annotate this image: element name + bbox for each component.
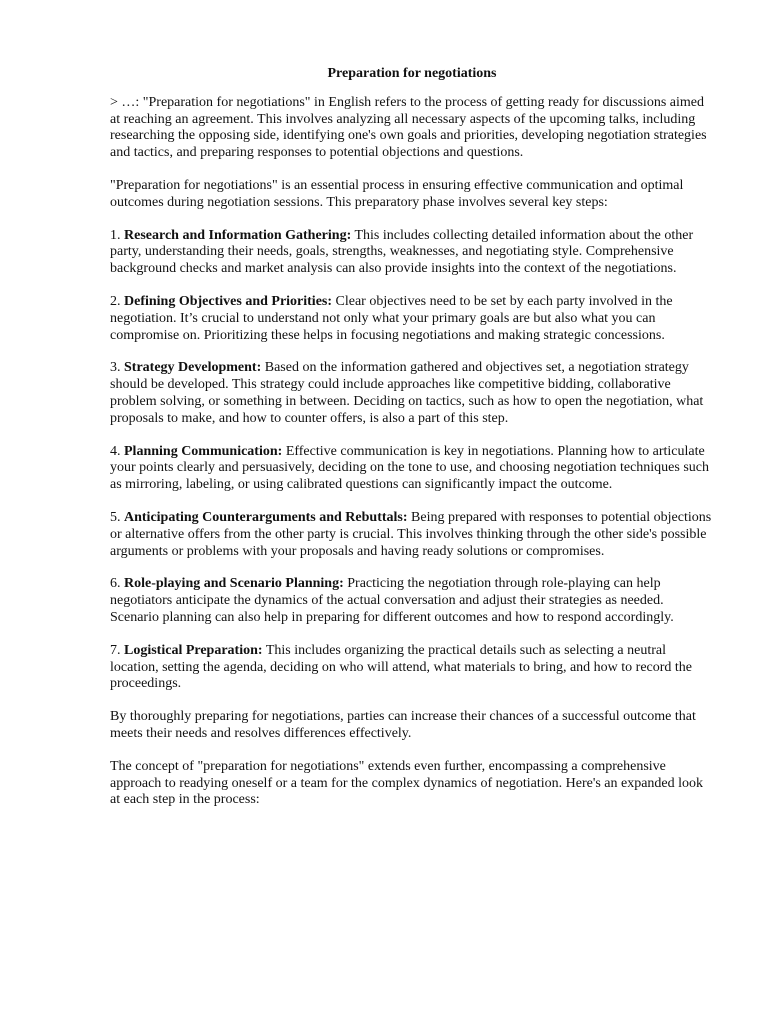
step-heading: Strategy Development:: [124, 360, 262, 376]
step-number: 5.: [110, 509, 121, 525]
step-text: Clear objectives need to be set by each party involved in the negotiation. It’s crucial to understand not only what your primary goals are but also what you can compromise on. Prioritizing these helps in focusing negotiations and making strategic concessions.: [110, 293, 673, 343]
step-number: 1.: [110, 227, 121, 243]
step-heading: Anticipating Counterarguments and Rebuttals:: [124, 509, 408, 525]
extended-paragraph: The concept of "preparation for negotiations" extends even further, encompassing a comprehensive approach to readying oneself or a team for the complex dynamics of negotiation. Here's an expanded look at each step in the process:: [110, 758, 704, 808]
step-number: 6.: [110, 576, 121, 592]
step-text: Effective communication is key in negotiations. Planning how to articulate your points clearly and persuasively, deciding on the tone to use, and choosing negotiation techniques such as mirroring, labeling, or using calibrated questions can significantly impact the outcome.: [110, 443, 710, 493]
step-number: 7.: [110, 642, 121, 658]
step-number: 2.: [110, 293, 121, 309]
step-paragraph-2: [110, 294, 714, 344]
step-heading: Logistical Preparation:: [124, 642, 263, 658]
step-paragraph-7: [110, 643, 714, 693]
step-paragraph-1: [110, 228, 714, 278]
step-text: This includes collecting detailed information about the other party, understanding their needs, goals, strengths, weaknesses, and negotiating style. Comprehensive background checks and market analysis can also provide insights into the context of the negotiations.: [110, 227, 694, 277]
step-paragraph-6: [110, 576, 714, 626]
overview-paragraph: "Preparation for negotiations" is an essential process in ensuring effective communication and optimal outcomes during negotiation sessions. This preparatory phase involves several key steps:: [110, 177, 684, 210]
conclusion-paragraph: By thoroughly preparing for negotiations, parties can increase their chances of a successful outcome that meets their needs and resolves differences effectively.: [110, 709, 696, 741]
step-text: Being prepared with responses to potential objections or alternative offers from the other party is crucial. This involves thinking through the other side's possible arguments or problems with your proposals and having ready solutions or compromises.: [110, 509, 712, 559]
step-text: This includes organizing the practical details such as selecting a neutral location, setting the agenda, deciding on who will attend, what materials to bring, and how to record the proceedings.: [110, 642, 693, 692]
step-number: 4.: [110, 443, 121, 459]
intro-paragraph: > …: "Preparation for negotiations" in English refers to the process of getting ready for discussions aimed at reaching an agreement. This involves analyzing all necessary aspects of the upcoming talks, including researching the opposing side, identifying one's own goals and priorities, developing negotiation strategies and tactics, and preparing responses to potential objections and questions.: [110, 94, 707, 161]
step-heading: Research and Information Gathering:: [124, 227, 352, 243]
step-heading: Planning Communication:: [124, 443, 283, 459]
step-paragraph-3: [110, 360, 714, 427]
step-paragraph-4: [110, 444, 714, 494]
document-page: [110, 66, 714, 825]
document-title: Preparation for negotiations: [327, 66, 497, 81]
step-text: Based on the information gathered and objectives set, a negotiation strategy should be developed. This strategy could include approaches like competitive bidding, collaborative problem solving, or something in between. Deciding on tactics, such as how to open the negotiation, what proposals to make, and how to counter offers, is also a part of this step.: [110, 360, 704, 426]
step-number: 3.: [110, 360, 121, 376]
step-text: Practicing the negotiation through role-playing can help negotiators anticipate the dynamics of the actual conversation and adjust their strategies as needed. Scenario planning can also help in preparing for different outcomes and how to respond accordingly.: [110, 576, 674, 625]
step-paragraph-5: [110, 510, 714, 560]
step-heading: Role-playing and Scenario Planning:: [124, 576, 344, 592]
step-heading: Defining Objectives and Priorities:: [124, 293, 333, 309]
